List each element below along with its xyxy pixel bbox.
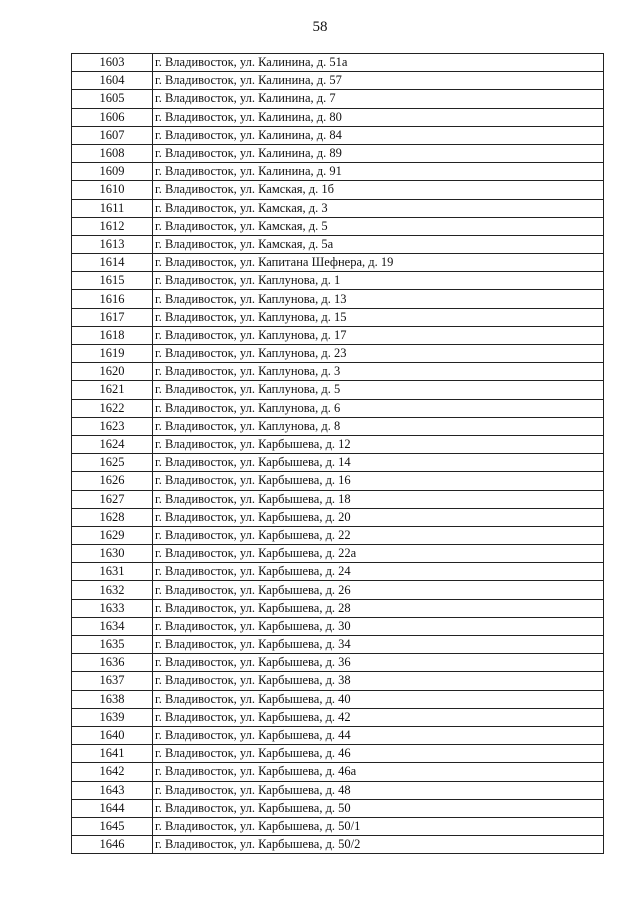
table-row (72, 654, 604, 672)
table-row (72, 235, 604, 253)
address-cell: г. Владивосток, ул. Камская, д. 1б (153, 181, 604, 199)
address-cell: г. Владивосток, ул. Карбышева, д. 50/1 (153, 817, 604, 835)
address-cell: г. Владивосток, ул. Карбышева, д. 46 (153, 745, 604, 763)
table-row (72, 526, 604, 544)
row-number-cell: 1636 (72, 654, 153, 672)
row-number-cell: 1644 (72, 799, 153, 817)
table-row (72, 763, 604, 781)
table-row (72, 217, 604, 235)
row-number-cell: 1621 (72, 381, 153, 399)
row-number-cell: 1617 (72, 308, 153, 326)
row-number-cell: 1646 (72, 836, 153, 854)
row-number-cell: 1628 (72, 508, 153, 526)
address-cell: г. Владивосток, ул. Карбышева, д. 36 (153, 654, 604, 672)
table-row (72, 817, 604, 835)
address-cell: г. Владивосток, ул. Каплунова, д. 5 (153, 381, 604, 399)
row-number-cell: 1619 (72, 345, 153, 363)
address-cell: г. Владивосток, ул. Карбышева, д. 18 (153, 490, 604, 508)
address-cell: г. Владивосток, ул. Карбышева, д. 50 (153, 799, 604, 817)
row-number-cell: 1609 (72, 163, 153, 181)
table-row (72, 181, 604, 199)
table-row (72, 472, 604, 490)
address-cell: г. Владивосток, ул. Карбышева, д. 22а (153, 545, 604, 563)
address-cell: г. Владивосток, ул. Каплунова, д. 3 (153, 363, 604, 381)
table-row (72, 290, 604, 308)
table-row (72, 199, 604, 217)
row-number-cell: 1631 (72, 563, 153, 581)
row-number-cell: 1634 (72, 617, 153, 635)
table-row (72, 563, 604, 581)
address-cell: г. Владивосток, ул. Карбышева, д. 34 (153, 636, 604, 654)
row-number-cell: 1641 (72, 745, 153, 763)
address-cell: г. Владивосток, ул. Карбышева, д. 30 (153, 617, 604, 635)
address-cell: г. Владивосток, ул. Карбышева, д. 48 (153, 781, 604, 799)
table-row (72, 417, 604, 435)
table-row (72, 326, 604, 344)
address-cell: г. Владивосток, ул. Карбышева, д. 24 (153, 563, 604, 581)
row-number-cell: 1603 (72, 54, 153, 72)
row-number-cell: 1605 (72, 90, 153, 108)
address-cell: г. Владивосток, ул. Карбышева, д. 38 (153, 672, 604, 690)
table-row (72, 745, 604, 763)
table-row (72, 708, 604, 726)
address-cell: г. Владивосток, ул. Камская, д. 5а (153, 235, 604, 253)
row-number-cell: 1620 (72, 363, 153, 381)
table-row (72, 581, 604, 599)
table-row (72, 54, 604, 72)
row-number-cell: 1639 (72, 708, 153, 726)
address-cell: г. Владивосток, ул. Калинина, д. 80 (153, 108, 604, 126)
table-row (72, 345, 604, 363)
page-number: 58 (312, 19, 328, 35)
table-row (72, 381, 604, 399)
row-number-cell: 1632 (72, 581, 153, 599)
row-number-cell: 1614 (72, 254, 153, 272)
row-number-cell: 1633 (72, 599, 153, 617)
address-cell: г. Владивосток, ул. Карбышева, д. 16 (153, 472, 604, 490)
address-cell: г. Владивосток, ул. Каплунова, д. 1 (153, 272, 604, 290)
address-cell: г. Владивосток, ул. Карбышева, д. 12 (153, 435, 604, 453)
row-number-cell: 1611 (72, 199, 153, 217)
table-row (72, 363, 604, 381)
table-row (72, 508, 604, 526)
table-row (72, 163, 604, 181)
address-cell: г. Владивосток, ул. Карбышева, д. 40 (153, 690, 604, 708)
row-number-cell: 1625 (72, 454, 153, 472)
table-row (72, 308, 604, 326)
row-number-cell: 1627 (72, 490, 153, 508)
row-number-cell: 1629 (72, 526, 153, 544)
table-row (72, 545, 604, 563)
address-cell: г. Владивосток, ул. Каплунова, д. 13 (153, 290, 604, 308)
row-number-cell: 1635 (72, 636, 153, 654)
table-row (72, 799, 604, 817)
table-row (72, 617, 604, 635)
row-number-cell: 1604 (72, 72, 153, 90)
address-cell: г. Владивосток, ул. Каплунова, д. 17 (153, 326, 604, 344)
table-row (72, 781, 604, 799)
row-number-cell: 1622 (72, 399, 153, 417)
table-row (72, 108, 604, 126)
address-cell: г. Владивосток, ул. Карбышева, д. 22 (153, 526, 604, 544)
address-cell: г. Владивосток, ул. Калинина, д. 51а (153, 54, 604, 72)
table-row (72, 836, 604, 854)
row-number-cell: 1623 (72, 417, 153, 435)
address-cell: г. Владивосток, ул. Карбышева, д. 28 (153, 599, 604, 617)
address-cell: г. Владивосток, ул. Калинина, д. 91 (153, 163, 604, 181)
address-cell: г. Владивосток, ул. Карбышева, д. 14 (153, 454, 604, 472)
table-row (72, 636, 604, 654)
address-cell: г. Владивосток, ул. Карбышева, д. 20 (153, 508, 604, 526)
address-cell: г. Владивосток, ул. Карбышева, д. 50/2 (153, 836, 604, 854)
table-row (72, 399, 604, 417)
address-table-body (72, 54, 604, 854)
address-cell: г. Владивосток, ул. Камская, д. 3 (153, 199, 604, 217)
address-cell: г. Владивосток, ул. Калинина, д. 7 (153, 90, 604, 108)
row-number-cell: 1643 (72, 781, 153, 799)
address-cell: г. Владивосток, ул. Калинина, д. 84 (153, 126, 604, 144)
table-row (72, 690, 604, 708)
row-number-cell: 1608 (72, 144, 153, 162)
row-number-cell: 1626 (72, 472, 153, 490)
table-row (72, 144, 604, 162)
table-row (72, 90, 604, 108)
address-cell: г. Владивосток, ул. Карбышева, д. 46а (153, 763, 604, 781)
row-number-cell: 1630 (72, 545, 153, 563)
row-number-cell: 1613 (72, 235, 153, 253)
address-cell: г. Владивосток, ул. Каплунова, д. 23 (153, 345, 604, 363)
address-cell: г. Владивосток, ул. Карбышева, д. 42 (153, 708, 604, 726)
row-number-cell: 1612 (72, 217, 153, 235)
address-cell: г. Владивосток, ул. Каплунова, д. 8 (153, 417, 604, 435)
table-row (72, 726, 604, 744)
address-cell: г. Владивосток, ул. Карбышева, д. 26 (153, 581, 604, 599)
row-number-cell: 1618 (72, 326, 153, 344)
table-row (72, 272, 604, 290)
row-number-cell: 1606 (72, 108, 153, 126)
row-number-cell: 1624 (72, 435, 153, 453)
table-row (72, 599, 604, 617)
row-number-cell: 1615 (72, 272, 153, 290)
table-row (72, 126, 604, 144)
address-cell: г. Владивосток, ул. Калинина, д. 57 (153, 72, 604, 90)
row-number-cell: 1610 (72, 181, 153, 199)
row-number-cell: 1638 (72, 690, 153, 708)
address-table (71, 53, 604, 854)
table-row (72, 490, 604, 508)
row-number-cell: 1645 (72, 817, 153, 835)
address-cell: г. Владивосток, ул. Каплунова, д. 6 (153, 399, 604, 417)
address-cell: г. Владивосток, ул. Калинина, д. 89 (153, 144, 604, 162)
table-row (72, 254, 604, 272)
address-cell: г. Владивосток, ул. Камская, д. 5 (153, 217, 604, 235)
table-row (72, 435, 604, 453)
row-number-cell: 1640 (72, 726, 153, 744)
address-cell: г. Владивосток, ул. Капитана Шефнера, д. 19 (153, 254, 604, 272)
address-cell: г. Владивосток, ул. Каплунова, д. 15 (153, 308, 604, 326)
row-number-cell: 1616 (72, 290, 153, 308)
address-cell: г. Владивосток, ул. Карбышева, д. 44 (153, 726, 604, 744)
table-row (72, 72, 604, 90)
table-row (72, 672, 604, 690)
row-number-cell: 1642 (72, 763, 153, 781)
row-number-cell: 1637 (72, 672, 153, 690)
row-number-cell: 1607 (72, 126, 153, 144)
table-row (72, 454, 604, 472)
